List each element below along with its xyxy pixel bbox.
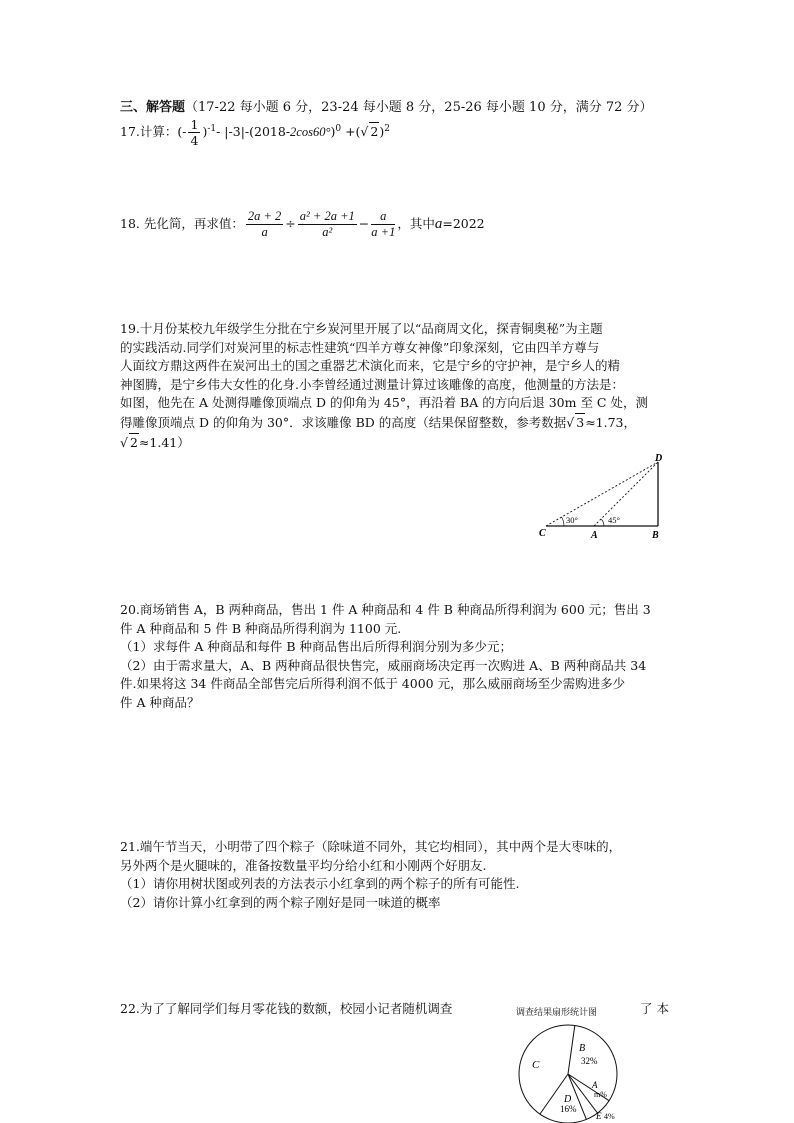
q21-line: 另外两个是火腿味的，准备按数量平均分给小红和小刚两个好朋友. xyxy=(120,857,487,873)
section-title: 三、解答题 xyxy=(120,100,186,115)
angle-arc-c xyxy=(562,517,564,526)
q19-triangle-diagram xyxy=(536,450,672,542)
point-label-d: D xyxy=(655,453,663,464)
slice-value-d: 16% xyxy=(560,1104,577,1114)
q17-exp-two: 2 xyxy=(384,123,390,134)
question-18 xyxy=(120,209,686,240)
q19-line: 神图腾，是宁乡伟大女性的化身.小李曾经通过测量计算过该雕像的高度，他测量的方法是： xyxy=(120,376,624,392)
q17-close: ) xyxy=(330,124,336,139)
q17-cos: 2cos60° xyxy=(290,125,331,139)
slice-value-b: 32% xyxy=(581,1056,598,1066)
pie-chart-title: 调查结果扇形统计图 xyxy=(516,1008,598,1018)
question-20 xyxy=(120,601,686,713)
q17-frac-den: 4 xyxy=(190,133,199,148)
question-17: 17.计算：(- $\frac{1}{4}$ )$^{-1}$- $|-3|-(2018-2\cos 60^\circ)^0$ +(√ 2)$^2$ xyxy=(120,117,390,148)
q18-div: ÷ xyxy=(285,216,296,231)
point-label-b: B xyxy=(652,530,659,541)
section-heading xyxy=(120,99,686,118)
angle-label-30: 30° xyxy=(566,515,578,525)
question-22 xyxy=(120,1000,686,1019)
q17-sq-close: ) xyxy=(379,124,385,139)
q17-fraction xyxy=(188,117,200,148)
q17-exp-zero: 0 xyxy=(335,123,342,134)
q18-suffix: ，其中 xyxy=(397,216,435,231)
slice-value-a: m% xyxy=(594,1090,607,1099)
q18-prefix: 18. 先化简，再求值： xyxy=(120,216,244,231)
q18-var: a xyxy=(434,216,443,232)
q18-fraction-2 xyxy=(298,209,357,240)
slice-label-a: A xyxy=(592,1080,598,1090)
q22-text: 22.为了了解同学们每月零花钱的数额，校园小记者随机调查 xyxy=(120,1001,453,1016)
q18-f2-den: a² xyxy=(322,225,333,239)
q21-line: （1）请你用树状图或列表的方法表示小红拿到的两个粽子的所有可能性. xyxy=(120,876,520,892)
q18-f3-den: a +1 xyxy=(371,225,396,239)
question-21 xyxy=(120,838,686,912)
q18-f2-num: a² + 2a +1 xyxy=(299,209,355,223)
q19-sqrt3: 3 xyxy=(575,413,585,433)
slice-label-d: D xyxy=(564,1094,572,1105)
q21-line: （2）请你计算小红拿到的两个粽子刚好是同一味道的概率 xyxy=(120,894,441,910)
slice-label-c: C xyxy=(532,1059,540,1071)
q17-middle: - |-3|-(2018- xyxy=(216,124,291,139)
question-19 xyxy=(120,320,686,452)
q17-sqrt: 2 xyxy=(369,122,379,142)
angle-arc-a xyxy=(601,519,604,526)
slice-value-e: 4% xyxy=(604,1112,615,1121)
pie-boundary-c-b xyxy=(568,1026,575,1075)
q19-ref2: ≈1.41） xyxy=(138,434,190,450)
q20-line: （2）由于需求量大，A、B 两种商品很快售完，威丽商场决定再一次购进 A、B 两种商品共 34 xyxy=(120,657,647,673)
q20-line: 20.商场销售 A，B 两种商品，售出 1 件 A 种商品和 4 件 B 种商品所得利润为 600 元；售出 3 xyxy=(120,602,651,617)
q17-exp-neg1: -1 xyxy=(207,123,217,134)
q19-line: 如图，他先在 A 处测得雕像顶端点 D 的仰角为 45°，再沿着 BA 的方向后退 30m 至 C 处，测 xyxy=(120,395,648,411)
q19-line-ref: 得雕像顶端点 D 的仰角为 30°．求该雕像 BD 的高度（结果保留整数，参考数据√ 3≈1.73， xyxy=(120,413,686,433)
q18-fraction-3 xyxy=(371,209,395,240)
q19-line: 的实践活动.同学们对炭河里的标志性建筑“四羊方尊女神像”印象深刻，它由四羊方尊与 xyxy=(120,339,600,355)
q22-text-right: 了 本 xyxy=(640,1001,669,1016)
q18-value: =2022 xyxy=(442,216,485,231)
slice-label-b: B xyxy=(579,1043,586,1054)
q18-minus: − xyxy=(358,216,370,231)
q20-line: 件.如果将这 34 件商品全部售完后所得利润不低于 4000 元，那么威丽商场至少需购进多少 xyxy=(120,676,626,692)
q18-fraction-1 xyxy=(246,209,283,240)
q20-line: （1）求每件 A 种商品和每件 B 种商品售出后所得利润分别为多少元； xyxy=(120,639,513,655)
q17-prefix: 17.计算：(- xyxy=(120,124,187,139)
q18-f1-den: a xyxy=(261,225,268,239)
q20-line: 件 A 种商品和 5 件 B 种商品所得利润为 1100 元. xyxy=(120,620,402,636)
q21-line: 21.端午节当天，小明带了四个粽子（除味道不同外，其它均相同），其中两个是大枣味的， xyxy=(120,839,622,854)
q19-line: 19.十月份某校九年级学生分批在宁乡炭河里开展了以“品商周文化，探青铜奥秘”为主题 xyxy=(120,321,603,336)
point-label-a: A xyxy=(591,530,598,541)
pie-chart xyxy=(512,1018,632,1123)
slice-label-e: E xyxy=(596,1111,602,1121)
q18-f3-num: a xyxy=(371,209,395,225)
section-scoring-note: （17-22 每小题 6 分，23-24 每小题 8 分，25-26 每小题 10 分，满分 72 分） xyxy=(185,100,653,115)
q20-line: 件 A 种商品？ xyxy=(120,694,200,710)
q19-line: 得雕像顶端点 D 的仰角为 30°．求该雕像 BD 的高度（结果保留整数，参考数据 xyxy=(120,414,567,430)
q19-sqrt2: 2 xyxy=(129,433,139,453)
angle-label-45: 45° xyxy=(608,515,620,525)
q18-f1-num: 2a + 2 xyxy=(247,209,282,223)
q19-ref1: ≈1.73， xyxy=(585,414,636,430)
q19-line-ref2: √ 2≈1.41） xyxy=(120,433,686,453)
sight-line-cd xyxy=(546,462,658,526)
q19-line: 人面纹方鼎这两件在炭河出土的国之重器艺术演化而来，它是宁乡的守护神，是宁乡人的精 xyxy=(120,358,621,374)
q17-frac-num: 1 xyxy=(190,117,199,132)
point-label-c: C xyxy=(539,528,546,539)
q17-plus: +( xyxy=(341,124,361,139)
sight-line-ad xyxy=(594,462,658,526)
